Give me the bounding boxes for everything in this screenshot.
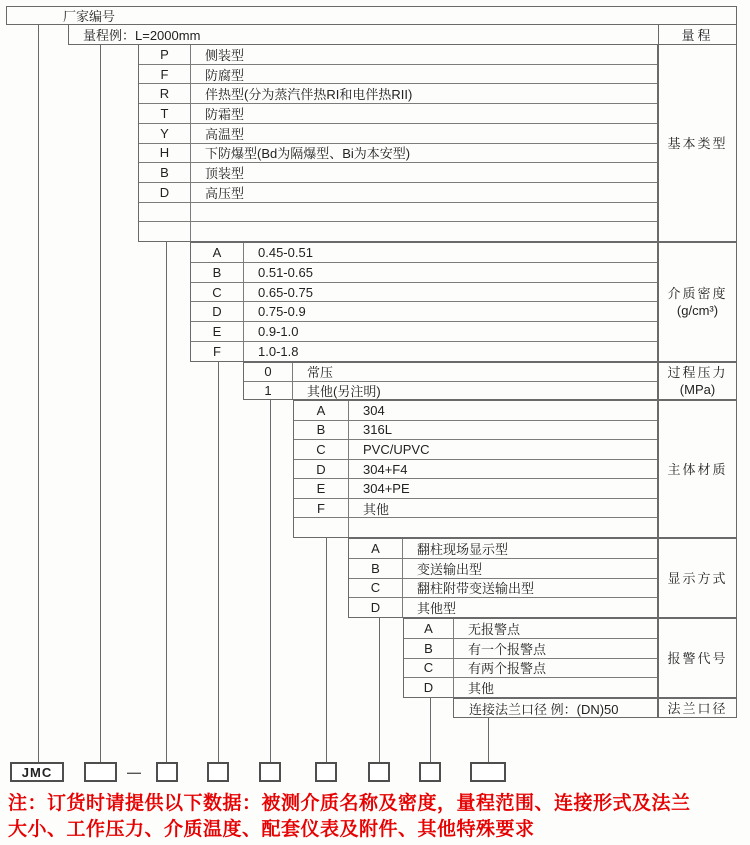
code-box-alarm	[419, 762, 441, 782]
table-row	[294, 401, 657, 420]
table-row	[191, 321, 657, 341]
section-label-text: 法兰口径	[667, 700, 728, 716]
row-desc: 有两个报警点	[468, 661, 547, 677]
row-desc: 0.65-0.75	[258, 284, 313, 300]
table-row	[191, 243, 657, 262]
connector-line-display	[379, 618, 380, 762]
connector-line-basic	[166, 242, 167, 762]
order-note	[8, 791, 748, 843]
table-row	[349, 597, 657, 617]
code-box-flange	[470, 762, 506, 782]
table-row	[404, 658, 657, 678]
row-desc: 顶装型	[205, 166, 245, 182]
row-code: C	[191, 283, 244, 302]
section-label-display-mode	[658, 538, 737, 618]
row-code: B	[139, 163, 191, 182]
row-code: 1	[244, 382, 293, 400]
section-label-alarm-code	[658, 618, 737, 698]
factory-number-label: 厂家编号	[63, 9, 116, 24]
section-label-medium-density	[658, 242, 737, 362]
model-prefix-box: JMC	[10, 762, 64, 782]
alarm-code-table	[403, 618, 658, 698]
row-code: Y	[139, 124, 191, 143]
code-box-display	[368, 762, 390, 782]
row-desc: 侧装型	[205, 47, 245, 63]
row-code: C	[404, 659, 454, 678]
code-box-material	[315, 762, 337, 782]
table-row	[244, 363, 657, 381]
row-code: D	[139, 183, 191, 202]
row-code: C	[294, 440, 349, 459]
row-desc: 有一个报警点	[468, 641, 547, 657]
process-pressure-table	[243, 362, 658, 400]
row-code: A	[404, 619, 454, 638]
row-desc: 316L	[363, 422, 392, 438]
row-desc: 防腐型	[205, 67, 245, 83]
row-desc: 翻柱附带变送输出型	[417, 581, 535, 597]
code-box-basic	[156, 762, 178, 782]
row-code	[139, 203, 191, 222]
table-row	[404, 638, 657, 658]
row-code: D	[191, 302, 244, 321]
connector-line-material	[326, 538, 327, 762]
row-code: D	[349, 598, 403, 617]
row-desc: 变送输出型	[417, 561, 483, 577]
section-sublabel-text: (g/cm³)	[676, 303, 719, 318]
connector-line-density	[218, 362, 219, 762]
row-desc: 翻柱现场显示型	[417, 541, 509, 557]
row-desc: 高温型	[205, 126, 245, 142]
table-row	[349, 558, 657, 578]
display-mode-table	[348, 538, 658, 618]
row-desc: 0.51-0.65	[258, 264, 313, 280]
table-row	[139, 83, 657, 103]
row-code: F	[294, 499, 349, 518]
table-row	[191, 301, 657, 321]
row-desc: 304+PE	[363, 481, 410, 497]
row-desc	[191, 222, 657, 241]
table-row	[294, 420, 657, 440]
table-row	[244, 381, 657, 400]
row-code: B	[294, 421, 349, 440]
row-code: A	[294, 401, 349, 420]
row-desc: 伴热型(分为蒸汽伴热RI和电伴热RII)	[205, 87, 413, 103]
table-row	[294, 478, 657, 498]
row-code: B	[349, 559, 403, 578]
row-code: 0	[244, 363, 293, 381]
table-row	[139, 143, 657, 163]
row-code: H	[139, 144, 191, 163]
range-label: 量程	[658, 25, 736, 44]
range-example-row	[68, 24, 737, 45]
row-code: A	[191, 243, 244, 262]
row-desc: 下防爆型(Bd为隔爆型、Bi为本安型)	[205, 146, 411, 162]
section-label-text: 显示方式	[667, 570, 728, 586]
flange-size-row	[453, 698, 658, 718]
row-desc: 0.45-0.51	[258, 244, 313, 260]
row-code: E	[191, 322, 244, 341]
table-row	[139, 162, 657, 182]
connector-line-alarm	[430, 698, 431, 762]
row-code: D	[404, 678, 454, 697]
table-row	[139, 103, 657, 123]
row-desc: 常压	[307, 365, 334, 381]
order-note-line1: 注：订货时请提供以下数据：被测介质名称及密度，量程范围、连接形式及法兰	[8, 793, 691, 814]
section-label-flange-size	[658, 698, 737, 718]
table-row	[191, 262, 657, 282]
section-label-text: 过程压力	[667, 365, 728, 380]
connector-line-flange	[488, 718, 489, 762]
table-row	[404, 619, 657, 638]
section-sublabel-text: (MPa)	[679, 382, 716, 397]
factory-number-box	[6, 6, 737, 25]
connector-line-pressure	[270, 400, 271, 762]
row-desc: 其他	[363, 501, 390, 517]
table-row	[294, 459, 657, 479]
row-code: F	[191, 342, 244, 361]
row-desc	[349, 518, 657, 537]
table-row	[191, 282, 657, 302]
row-desc: 0.9-1.0	[258, 324, 299, 340]
row-code: F	[139, 65, 191, 84]
section-label-text: 基本类型	[667, 135, 728, 151]
row-desc: 防霜型	[205, 106, 245, 122]
table-row	[139, 64, 657, 84]
section-label-basic-type	[658, 44, 737, 242]
section-label-text: 介质密度	[667, 286, 728, 301]
code-box-pressure	[259, 762, 281, 782]
row-desc: 无报警点	[468, 621, 521, 637]
table-row	[294, 517, 657, 537]
section-label-text: 主体材质	[667, 461, 728, 477]
row-code: T	[139, 104, 191, 123]
code-box-density	[207, 762, 229, 782]
range-example-text: 量程例：L=2000mm	[83, 28, 201, 43]
row-desc: 其他型	[417, 601, 457, 617]
table-row	[139, 123, 657, 143]
row-desc: 304	[363, 402, 385, 418]
table-row	[139, 182, 657, 202]
row-desc: 1.0-1.8	[258, 344, 299, 360]
body-material-table	[293, 400, 658, 538]
row-code: B	[191, 263, 244, 282]
row-code: E	[294, 479, 349, 498]
table-row	[404, 677, 657, 697]
row-desc: 高压型	[205, 185, 245, 201]
table-row	[294, 439, 657, 459]
row-desc	[191, 203, 657, 222]
row-desc: 其他(另注明)	[307, 383, 381, 399]
row-code: C	[349, 579, 403, 598]
table-row	[294, 498, 657, 518]
section-label-body-material	[658, 400, 737, 538]
row-code: P	[139, 45, 191, 64]
row-code: D	[294, 460, 349, 479]
table-row	[139, 221, 657, 241]
table-row	[191, 341, 657, 361]
flange-size-text: 连接法兰口径 例：(DN)50	[469, 701, 619, 717]
basic-type-table	[138, 44, 658, 242]
row-code	[139, 222, 191, 241]
row-desc: 0.75-0.9	[258, 304, 306, 320]
connector-line-factory	[38, 24, 39, 762]
table-row	[349, 578, 657, 598]
table-row	[139, 202, 657, 222]
row-desc: PVC/UPVC	[363, 441, 430, 457]
medium-density-table	[190, 242, 658, 362]
row-desc: 其他	[468, 681, 495, 697]
connector-line-range	[100, 44, 101, 762]
table-row	[139, 45, 657, 64]
order-note-line2: 大小、工作压力、介质温度、配套仪表及附件、其他特殊要求	[8, 819, 535, 840]
code-box-range	[84, 762, 117, 782]
row-code: R	[139, 84, 191, 103]
row-code: A	[349, 539, 403, 558]
section-label-text: 报警代号	[667, 650, 728, 666]
separator-dash: —	[127, 764, 141, 780]
row-code	[294, 518, 349, 537]
section-label-process-pressure	[658, 362, 737, 400]
row-code: B	[404, 639, 454, 658]
table-row	[349, 539, 657, 558]
row-desc: 304+F4	[363, 461, 408, 477]
